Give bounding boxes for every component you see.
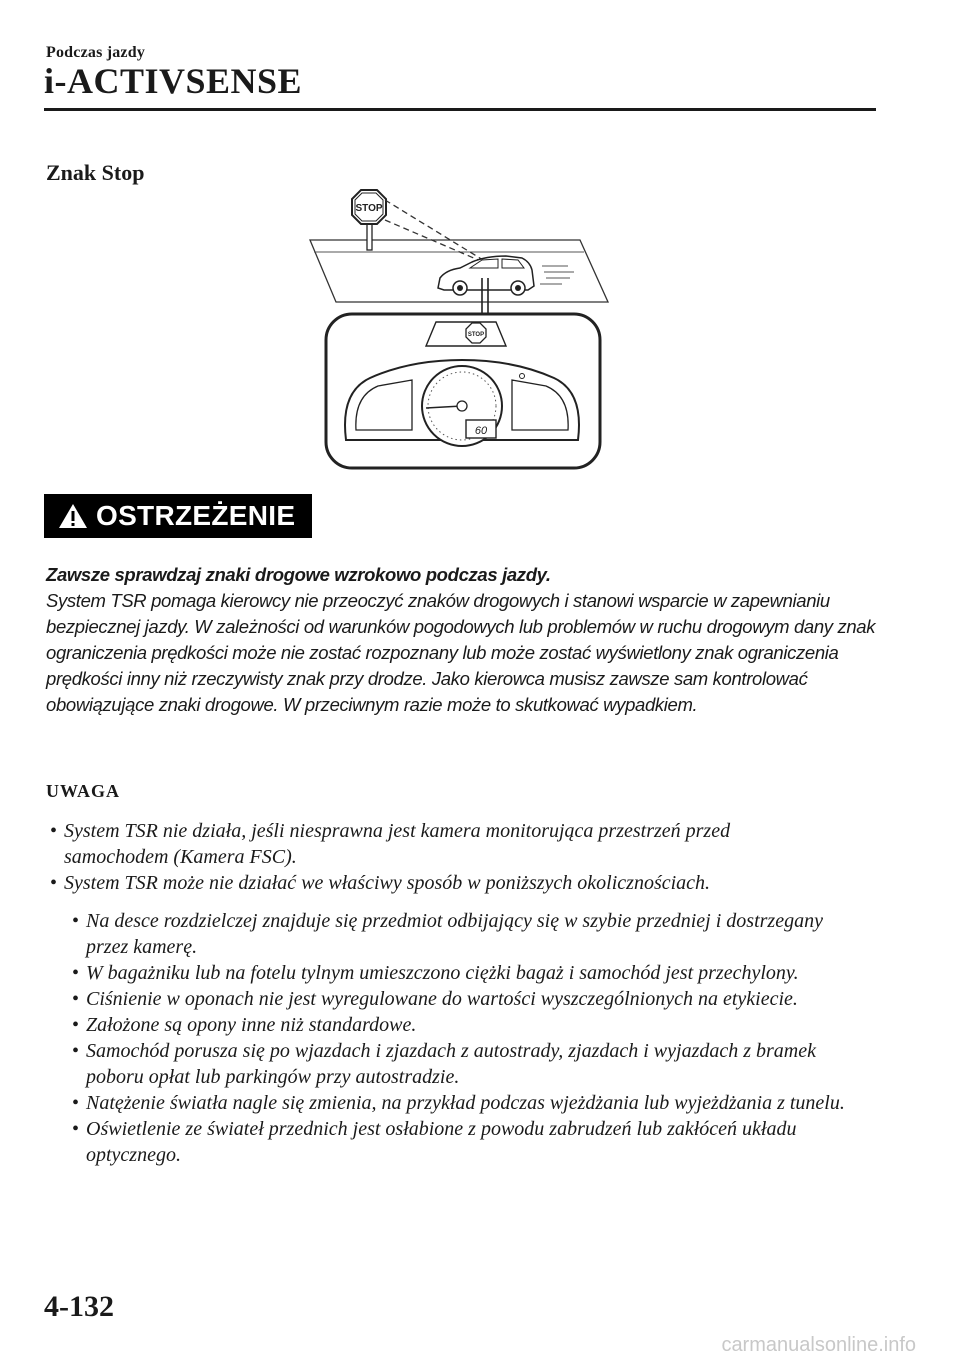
note-subitem-text: W bagażniku lub na fotelu tylnym umieszczono ciężki bagaż i samochód jest przechylony.	[86, 962, 799, 984]
running-header-section: Podczas jazdy	[46, 44, 146, 61]
bullet: •	[72, 988, 80, 1010]
page-number: 4-132	[44, 1290, 114, 1323]
note-subitem-text: Na desce rozdzielczej znajduje się przedmiot odbijający się w szybie przedniej i dostrzegany przez kamerę.	[86, 910, 823, 958]
running-header-chapter: i-ACTIVSENSE	[44, 61, 303, 101]
bullet: •	[72, 1014, 80, 1036]
note-subitem-text: Natężenie światła nagle się zmienia, na przykład podczas wjeżdżania lub wyjeżdżania z tunelu.	[86, 1092, 845, 1114]
note-subitem	[0, 908, 846, 960]
warning-text	[46, 562, 876, 718]
note-subitem	[0, 1090, 846, 1116]
warning-lead: Zawsze sprawdzaj znaki drogowe wzrokowo podczas jazdy.	[46, 564, 551, 585]
note-item-text: System TSR może nie działać we właściwy sposób w poniższych okolicznościach.	[64, 872, 711, 894]
note-subitem-text: Oświetlenie ze świateł przednich jest osłabione z powodu zabrudzeń lub zakłóceń układu optycznego.	[86, 1118, 797, 1166]
warning-body: System TSR pomaga kierowcy nie przeoczyć znaków drogowych i stanowi wsparcie w zapewnianiu bezpiecznej jazdy. W zależności od warunków pogodowych lub problemów w ruchu drogowym dany znak ograniczenia prędkości może nie zostać rozpoznany lub może zostać wyświetlony znak ograniczenia prędkości inny niż rzeczywisty znak przy drodze. Jako kierowca musisz zawsze sam kontrolować obowiązujące znaki drogowe. W przeciwnym razie może to skutkować wypadkiem.	[46, 590, 876, 715]
warning-triangle-icon	[58, 502, 88, 530]
bullet: •	[72, 1092, 80, 1114]
speedometer-hub	[457, 401, 467, 411]
section-title: Znak Stop	[46, 160, 145, 185]
note-subitem	[0, 986, 846, 1012]
tsr-stop-sign-illustration	[300, 182, 620, 472]
header-divider	[44, 108, 876, 111]
illustration-svg	[300, 182, 620, 472]
bullet: •	[72, 1040, 80, 1062]
note-heading: UWAGA	[46, 781, 121, 801]
note-subitem	[0, 960, 846, 986]
note-subitem	[0, 1038, 846, 1090]
speed-display-value: 60	[474, 425, 488, 437]
note-item	[0, 870, 834, 896]
note-subitem	[0, 1116, 846, 1168]
note-subitem	[0, 1012, 846, 1038]
stop-sign-text: STOP	[355, 203, 383, 214]
hud-stop-sign-text: STOP	[467, 332, 485, 338]
bullet: •	[72, 1118, 80, 1140]
bullet: •	[72, 962, 80, 984]
site-watermark: carmanualsonline.info	[721, 1334, 916, 1356]
bullet: •	[72, 910, 80, 932]
bullet: •	[50, 820, 58, 842]
warning-label: OSTRZEŻENIE	[96, 500, 296, 531]
bullet: •	[50, 872, 58, 894]
note-list	[0, 818, 960, 1168]
note-subitem-text: Założone są opony inne niż standardowe.	[86, 1014, 417, 1036]
note-subitem-text: Ciśnienie w oponach nie jest wyregulowane do wartości wyszczególnionych na etykiecie.	[86, 988, 798, 1010]
note-subitem-text: Samochód porusza się po wjazdach i zjazdach z autostrady, zjazdach i wyjazdach z bramek poboru opłat lub parkingów przy autostradzie.	[86, 1040, 816, 1088]
warning-banner	[44, 494, 312, 538]
note-item-text: System TSR nie działa, jeśli niesprawna jest kamera monitorująca przestrzeń przed samochodem (Kamera FSC).	[64, 820, 731, 868]
note-item	[0, 818, 834, 870]
sign-pole	[367, 222, 372, 250]
indicator-lamp-icon	[520, 374, 525, 379]
